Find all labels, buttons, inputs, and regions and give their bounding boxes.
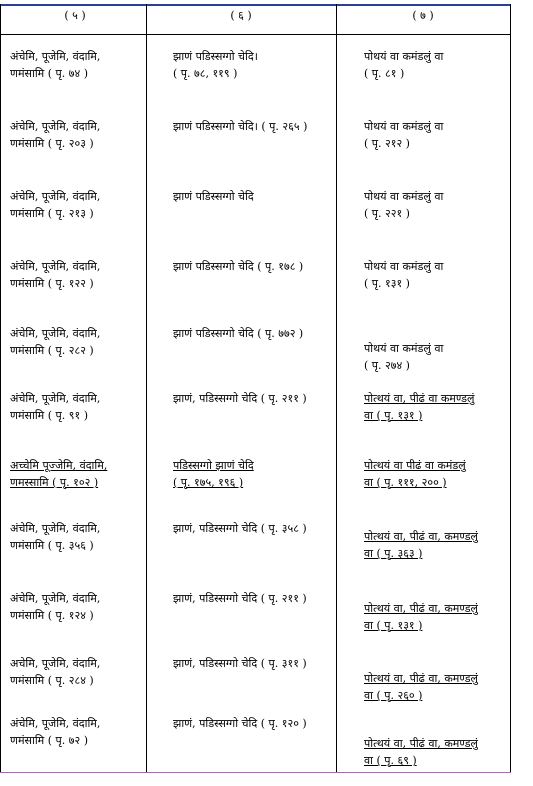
row-1-col-7-line-1: पोथयं वा कमंडलुं वा: [364, 50, 444, 63]
row-7-col-7-line-1: पोत्थयं वा पीढं वा कमंडलुं: [364, 459, 466, 472]
row-9-col-7-line-1: पोत्थयं वा, पीढं वा, कमण्डलुं: [364, 602, 478, 615]
row-6-col-6-line-1: झाणं, पडिस्सग्गो चेदि ( पृ. २११ ): [173, 392, 307, 405]
row-6-col-5-line-2: णमंसामि ( पृ. ९१ ): [10, 409, 88, 422]
row-8-col-7-line-2: वा ( पृ. ३६३ ): [364, 547, 423, 560]
row-2-col-6-line-1: झाणं पडिस्सग्गो चेदि। ( पृ. २६५ ): [173, 120, 308, 133]
column-border-right: [510, 4, 511, 772]
row-9-col-5-line-1: अंचेमि, पूजेमि, वंदामि,: [10, 592, 101, 605]
row-3-col-5-line-1: अंचेमि, पूजेमि, वंदामि,: [10, 190, 101, 203]
row-1-col-7-line-2: ( पृ. ८१ ): [364, 67, 405, 80]
row-11-col-5-line-2: णमंसामि ( पृ. ७२ ): [10, 734, 88, 747]
row-6-col-5-line-1: अंचेमि, पूजेमि, वंदामि,: [10, 392, 101, 405]
row-7-col-5-line-1: अच्चेमि पूज्जेमि, वंदामि,: [10, 459, 108, 472]
row-10-col-7-line-1: पोत्थयं वा, पीढं वा, कमण्डलुं: [364, 672, 478, 685]
row-7-col-7-line-2: वा ( पृ. १११, २०० ): [364, 476, 447, 489]
row-11-col-5-line-1: अंचेमि, पूजेमि, वंदामि,: [10, 717, 101, 730]
row-4-col-5-line-2: णमंसामि ( पृ. १२२ ): [10, 277, 94, 290]
row-1-col-6-line-1: झाणं पडिस्सग्गो चेदि।: [173, 50, 258, 63]
row-8-col-7-line-1: पोत्थयं वा, पीढं वा, कमण्डलुं: [364, 530, 478, 543]
row-7-col-6-line-2: ( पृ. १७५, १९६ ): [173, 476, 244, 489]
row-1-col-6-line-2: ( पृ. ७८, ११९ ): [173, 67, 238, 80]
row-7-col-6-line-1: पडिस्सग्गो झाणं चेदि: [173, 459, 254, 472]
row-2-col-7-line-2: ( पृ. २१२ ): [364, 137, 410, 150]
row-10-col-6-line-1: झाणं, पडिस्सग्गो चेदि ( पृ. ३११ ): [173, 657, 307, 670]
row-11-col-7-line-1: पोत्थयं वा, पीढं वा, कमण्डलुं: [364, 737, 478, 750]
column-divider-6-7: [336, 4, 337, 772]
top-border: [0, 4, 511, 6]
row-9-col-5-line-2: णमंसामि ( पृ. १२४ ): [10, 609, 94, 622]
row-8-col-5-line-1: अंचेमि, पूजेमि, वंदामि,: [10, 522, 101, 535]
row-5-col-7-line-1: पोथयं वा कमंडलुं वा: [364, 342, 444, 355]
row-5-col-5-line-1: अंचेमि, पूजेमि, वंदामि,: [10, 327, 101, 340]
row-2-col-7-line-1: पोथयं वा कमंडलुं वा: [364, 120, 444, 133]
row-5-col-5-line-2: णमंसामि ( पृ. २८२ ): [10, 344, 94, 357]
row-5-col-6-line-1: झाणं पडिस्सग्गो चेदि ( पृ. ७७२ ): [173, 327, 304, 340]
row-6-col-7-line-2: वा ( पृ. १३१ ): [364, 409, 423, 422]
bottom-border: [0, 772, 511, 773]
row-1-col-5-line-2: णमंसामि ( पृ. ७४ ): [10, 67, 88, 80]
row-2-col-5-line-1: अंचेमि, पूजेमि, वंदामि,: [10, 120, 101, 133]
row-1-col-5-line-1: अंचेमि, पूजेमि, वंदामि,: [10, 50, 101, 63]
row-11-col-7-line-2: वा ( पृ. ६९ ): [364, 754, 417, 767]
row-8-col-6-line-1: झाणं, पडिस्सग्गो चेदि ( पृ. ३५८ ): [173, 522, 307, 535]
row-3-col-5-line-2: णमंसामि ( पृ. २१३ ): [10, 207, 94, 220]
row-3-col-7-line-2: ( पृ. २२१ ): [364, 207, 410, 220]
row-3-col-7-line-1: पोथयं वा कमंडलुं वा: [364, 190, 444, 203]
column-header-5: ( ५ ): [64, 9, 86, 22]
row-11-col-6-line-1: झाणं, पडिस्सग्गो चेदि ( पृ. १२० ): [173, 717, 307, 730]
row-3-col-6-line-1: झाणं पडिस्सग्गो चेदि: [173, 190, 254, 203]
row-4-col-7-line-1: पोथयं वा कमंडलुं वा: [364, 260, 444, 273]
row-10-col-7-line-2: वा ( पृ. २६० ): [364, 689, 423, 702]
row-8-col-5-line-2: णमंसामि ( पृ. ३५६ ): [10, 539, 94, 552]
column-header-7: ( ७ ): [412, 9, 434, 22]
row-9-col-7-line-2: वा ( पृ. १३१ ): [364, 619, 423, 632]
row-10-col-5-line-1: अचेमि, पूजेमि, वंदामि,: [10, 657, 101, 670]
row-6-col-7-line-1: पोत्थयं वा, पीढं वा कमण्डलुं: [364, 392, 475, 405]
column-header-6: ( ६ ): [230, 9, 252, 22]
row-9-col-6-line-1: झाणं, पडिस्सग्गो चेदि ( पृ. २११ ): [173, 592, 307, 605]
row-4-col-7-line-2: ( पृ. १३१ ): [364, 277, 410, 290]
row-7-col-5-line-2: णमस्सामि ( पृ. १०२ ): [10, 476, 99, 489]
row-4-col-5-line-1: अंचेमि, पूजेमि, वंदामि,: [10, 260, 101, 273]
row-4-col-6-line-1: झाणं पडिस्सग्गो चेदि ( पृ. १७८ ): [173, 260, 304, 273]
row-10-col-5-line-2: णमंसामि ( पृ. २८४ ): [10, 674, 94, 687]
column-divider-5-6: [146, 4, 147, 772]
row-2-col-5-line-2: णमंसामि ( पृ. २०३ ): [10, 137, 94, 150]
column-border-left: [0, 4, 1, 772]
row-5-col-7-line-2: ( पृ. २७४ ): [364, 359, 410, 372]
header-divider: [0, 34, 511, 35]
